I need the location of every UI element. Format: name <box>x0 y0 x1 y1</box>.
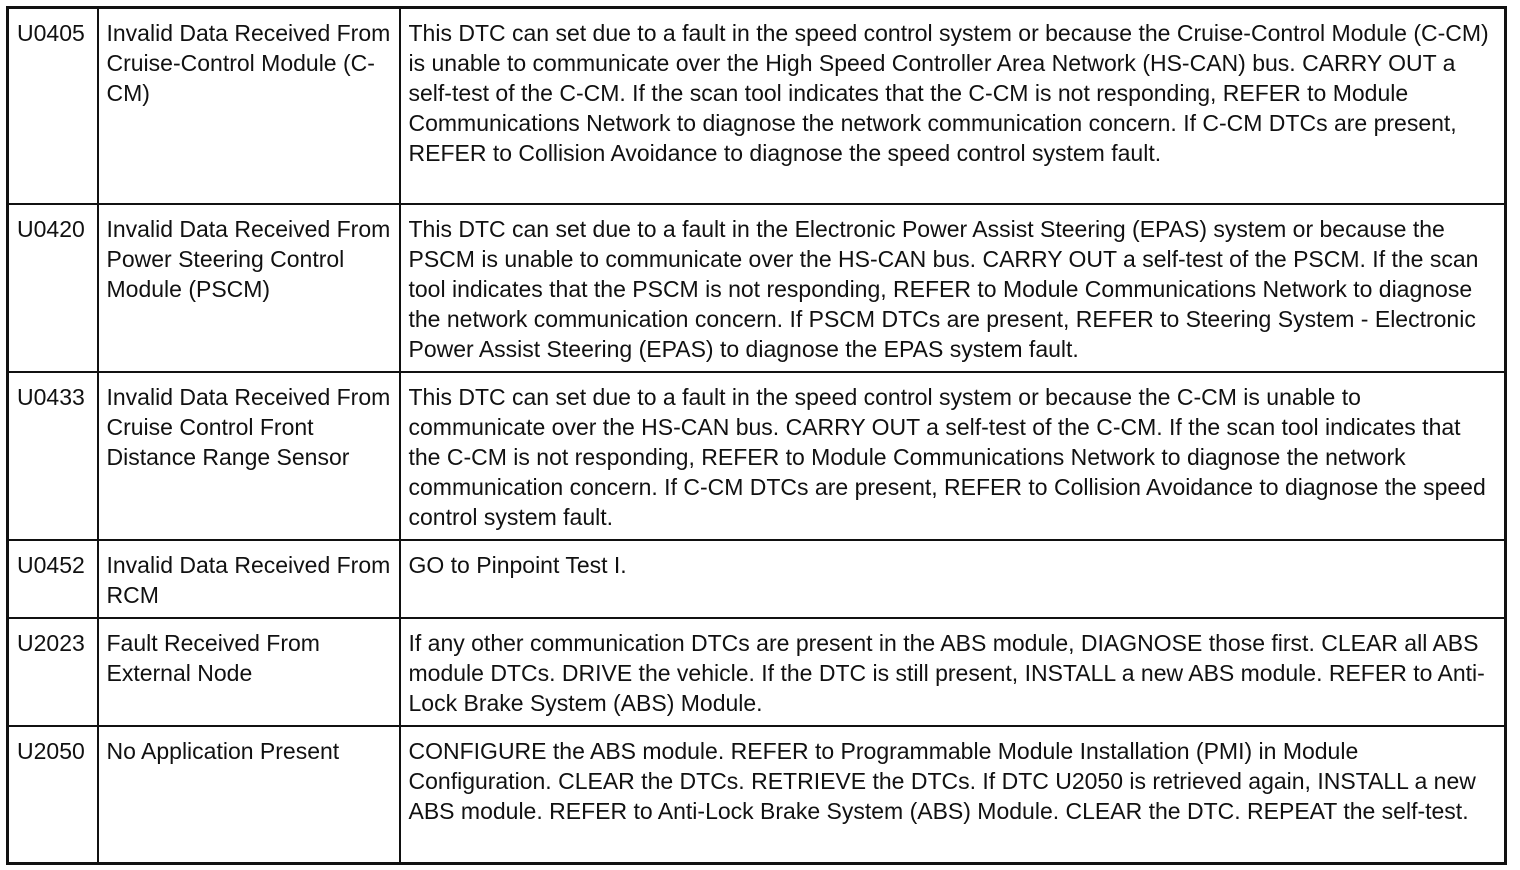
dtc-code-cell: U2023 <box>8 618 98 726</box>
dtc-action-cell: This DTC can set due to a fault in the Electronic Power Assist Steering (EPAS) system or because the PSCM is unable to communicate over the HS-CAN bus. CARRY OUT a self-test of the PSCM. If the scan tool indicates that the PSCM is not responding, REFER to Module Communications Network to diagnose the network communication concern. If PSCM DTCs are present, REFER to Steering System - Electronic Power Assist Steering (EPAS) to diagnose the EPAS system fault. <box>400 204 1506 372</box>
dtc-action-cell: GO to Pinpoint Test I. <box>400 540 1506 618</box>
table-row <box>8 540 1506 618</box>
dtc-action-cell: This DTC can set due to a fault in the speed control system or because the Cruise-Control Module (C-CM) is unable to communicate over the High Speed Controller Area Network (HS-CAN) bus. CARRY OUT a self-test of the C-CM. If the scan tool indicates that the C-CM is not responding, REFER to Module Communications Network to diagnose the network communication concern. If C-CM DTCs are present, REFER to Collision Avoidance to diagnose the speed control system fault. <box>400 8 1506 204</box>
dtc-description-cell: Invalid Data Received From Cruise Control Front Distance Range Sensor <box>98 372 400 540</box>
dtc-description-cell: Invalid Data Received From Cruise-Control Module (C-CM) <box>98 8 400 204</box>
table-row <box>8 372 1506 540</box>
dtc-code-cell: U0420 <box>8 204 98 372</box>
table-row <box>8 726 1506 864</box>
dtc-code-cell: U0433 <box>8 372 98 540</box>
dtc-action-cell: This DTC can set due to a fault in the speed control system or because the C-CM is unable to communicate over the HS-CAN bus. CARRY OUT a self-test of the C-CM. If the scan tool indicates that the C-CM is not responding, REFER to Module Communications Network to diagnose the network communication concern. If C-CM DTCs are present, REFER to Collision Avoidance to diagnose the speed control system fault. <box>400 372 1506 540</box>
dtc-code-cell: U2050 <box>8 726 98 864</box>
dtc-description-cell: Invalid Data Received From Power Steering Control Module (PSCM) <box>98 204 400 372</box>
dtc-action-cell: CONFIGURE the ABS module. REFER to Programmable Module Installation (PMI) in Module Configuration. CLEAR the DTCs. RETRIEVE the DTCs. If DTC U2050 is retrieved again, INSTALL a new ABS module. REFER to Anti-Lock Brake System (ABS) Module. CLEAR the DTC. REPEAT the self-test. <box>400 726 1506 864</box>
dtc-code-cell: U0405 <box>8 8 98 204</box>
dtc-table <box>6 6 1507 865</box>
dtc-description-cell: Fault Received From External Node <box>98 618 400 726</box>
dtc-action-cell: If any other communication DTCs are present in the ABS module, DIAGNOSE those first. CLEAR all ABS module DTCs. DRIVE the vehicle. If the DTC is still present, INSTALL a new ABS module. REFER to Anti-Lock Brake System (ABS) Module. <box>400 618 1506 726</box>
dtc-description-cell: Invalid Data Received From RCM <box>98 540 400 618</box>
dtc-description-cell: No Application Present <box>98 726 400 864</box>
table-row <box>8 8 1506 204</box>
table-row <box>8 618 1506 726</box>
dtc-code-cell: U0452 <box>8 540 98 618</box>
table-row <box>8 204 1506 372</box>
